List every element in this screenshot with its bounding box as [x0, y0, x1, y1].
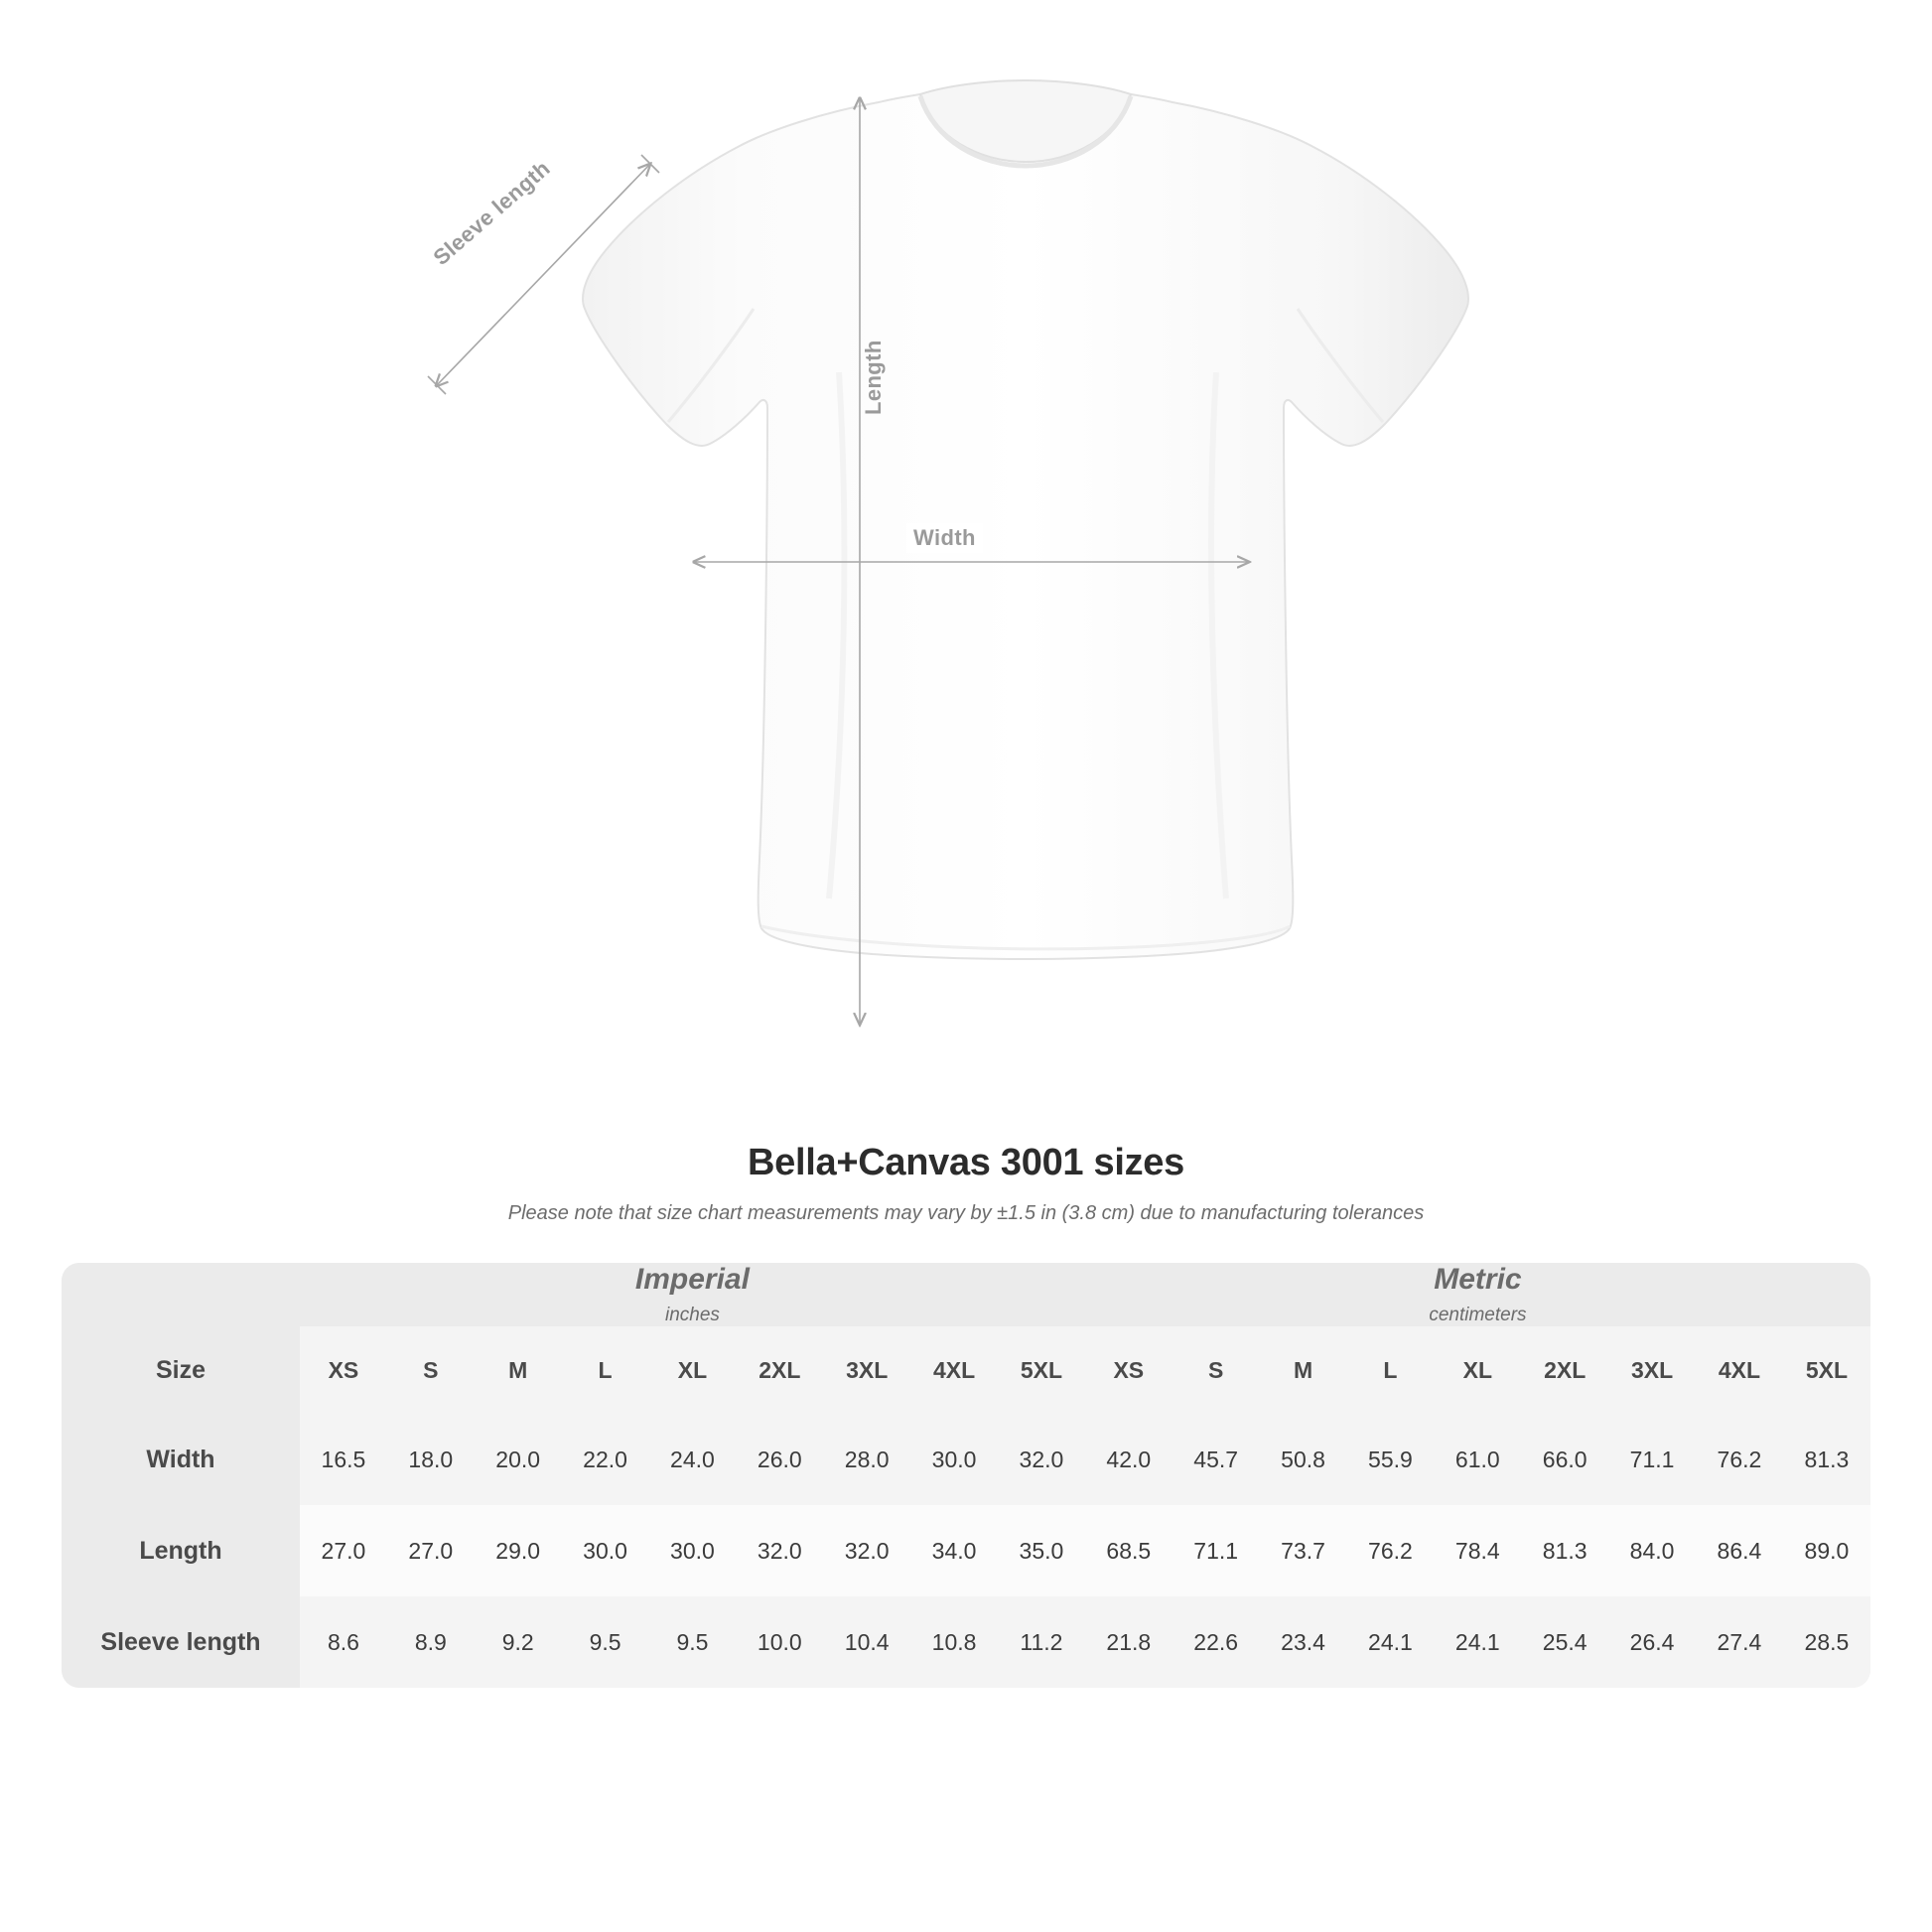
- size-header-cell: 2XL: [736, 1326, 823, 1414]
- table-cell: 9.2: [475, 1596, 562, 1688]
- size-header-label: Size: [62, 1326, 300, 1414]
- unit-imperial-sub: inches: [664, 1305, 720, 1325]
- table-cell: 34.0: [910, 1505, 998, 1596]
- size-header-cell: XL: [649, 1326, 737, 1414]
- table-cell: 35.0: [998, 1505, 1085, 1596]
- table-cell: 10.8: [910, 1596, 998, 1688]
- size-header-row: [62, 1326, 1870, 1414]
- size-header-cell: M: [475, 1326, 562, 1414]
- table-cell: 73.7: [1260, 1505, 1347, 1596]
- table-cell: 27.4: [1696, 1596, 1783, 1688]
- table-cell: 86.4: [1696, 1505, 1783, 1596]
- row-label: Width: [62, 1414, 300, 1505]
- table-cell: 9.5: [562, 1596, 649, 1688]
- table-cell: 81.3: [1521, 1505, 1608, 1596]
- table-row: [62, 1414, 1870, 1505]
- page-title: Bella+Canvas 3001 sizes: [748, 1142, 1184, 1183]
- table-cell: 30.0: [562, 1505, 649, 1596]
- table-cell: 28.0: [823, 1414, 910, 1505]
- size-header-cell: 4XL: [1696, 1326, 1783, 1414]
- table-cell: 20.0: [475, 1414, 562, 1505]
- table-cell: 29.0: [475, 1505, 562, 1596]
- table-cell: 32.0: [823, 1505, 910, 1596]
- sleeve-length-label: Sleeve length: [428, 155, 555, 271]
- table-cell: 76.2: [1347, 1505, 1435, 1596]
- table-cell: 42.0: [1085, 1414, 1173, 1505]
- table-cell: 26.0: [736, 1414, 823, 1505]
- table-cell: 45.7: [1173, 1414, 1260, 1505]
- table-cell: 8.9: [387, 1596, 475, 1688]
- unit-header-row: [62, 1263, 1870, 1326]
- size-header-cell: 5XL: [1783, 1326, 1870, 1414]
- table-cell: 24.1: [1347, 1596, 1435, 1688]
- size-header-cell: S: [1173, 1326, 1260, 1414]
- size-header-cell: S: [387, 1326, 475, 1414]
- title-block: [0, 1142, 1932, 1225]
- size-header-cell: XL: [1434, 1326, 1521, 1414]
- table-cell: 32.0: [998, 1414, 1085, 1505]
- table-cell: 9.5: [649, 1596, 737, 1688]
- table-cell: 55.9: [1347, 1414, 1435, 1505]
- size-header-cell: M: [1260, 1326, 1347, 1414]
- table-cell: 76.2: [1696, 1414, 1783, 1505]
- table-cell: 10.4: [823, 1596, 910, 1688]
- size-header-cell: 4XL: [910, 1326, 998, 1414]
- size-header-cell: XS: [300, 1326, 387, 1414]
- table-cell: 81.3: [1783, 1414, 1870, 1505]
- table-cell: 30.0: [910, 1414, 998, 1505]
- tolerance-note: Please note that size chart measurements may vary by ±1.5 in (3.8 cm) due to manufacturing tolerances: [507, 1202, 1425, 1224]
- table-cell: 8.6: [300, 1596, 387, 1688]
- table-cell: 16.5: [300, 1414, 387, 1505]
- unit-metric-name: Metric: [1434, 1263, 1522, 1296]
- size-table: [62, 1263, 1870, 1688]
- unit-imperial-name: Imperial: [634, 1263, 750, 1296]
- table-row: [62, 1505, 1870, 1596]
- size-table-wrapper: [62, 1263, 1870, 1688]
- table-cell: 25.4: [1521, 1596, 1608, 1688]
- table-cell: 89.0: [1783, 1505, 1870, 1596]
- table-cell: 23.4: [1260, 1596, 1347, 1688]
- size-header-cell: 5XL: [998, 1326, 1085, 1414]
- table-cell: 21.8: [1085, 1596, 1173, 1688]
- unit-metric-cell: [1085, 1263, 1870, 1326]
- size-header-cell: 3XL: [1608, 1326, 1696, 1414]
- table-cell: 30.0: [649, 1505, 737, 1596]
- table-cell: 27.0: [387, 1505, 475, 1596]
- table-cell: 66.0: [1521, 1414, 1608, 1505]
- table-cell: 24.1: [1434, 1596, 1521, 1688]
- table-cell: 78.4: [1434, 1505, 1521, 1596]
- table-cell: 27.0: [300, 1505, 387, 1596]
- row-label: Length: [62, 1505, 300, 1596]
- table-cell: 84.0: [1608, 1505, 1696, 1596]
- length-label: Length: [861, 340, 886, 415]
- size-header-cell: L: [562, 1326, 649, 1414]
- table-cell: 18.0: [387, 1414, 475, 1505]
- size-header-cell: 3XL: [823, 1326, 910, 1414]
- unit-metric-sub: centimeters: [1429, 1305, 1527, 1325]
- table-cell: 26.4: [1608, 1596, 1696, 1688]
- table-cell: 28.5: [1783, 1596, 1870, 1688]
- table-cell: 71.1: [1608, 1414, 1696, 1505]
- table-cell: 68.5: [1085, 1505, 1173, 1596]
- size-header-cell: 2XL: [1521, 1326, 1608, 1414]
- size-header-cell: XS: [1085, 1326, 1173, 1414]
- unit-imperial-cell: [300, 1263, 1085, 1326]
- table-row: [62, 1596, 1870, 1688]
- size-header-cell: L: [1347, 1326, 1435, 1414]
- width-label: Width: [906, 523, 983, 553]
- table-cell: 71.1: [1173, 1505, 1260, 1596]
- table-cell: 24.0: [649, 1414, 737, 1505]
- table-cell: 50.8: [1260, 1414, 1347, 1505]
- table-cell: 61.0: [1434, 1414, 1521, 1505]
- table-cell: 32.0: [736, 1505, 823, 1596]
- table-cell: 22.0: [562, 1414, 649, 1505]
- row-label: Sleeve length: [62, 1596, 300, 1688]
- unit-spacer-cell: [62, 1263, 300, 1326]
- table-cell: 22.6: [1173, 1596, 1260, 1688]
- table-cell: 10.0: [736, 1596, 823, 1688]
- table-cell: 11.2: [998, 1596, 1085, 1688]
